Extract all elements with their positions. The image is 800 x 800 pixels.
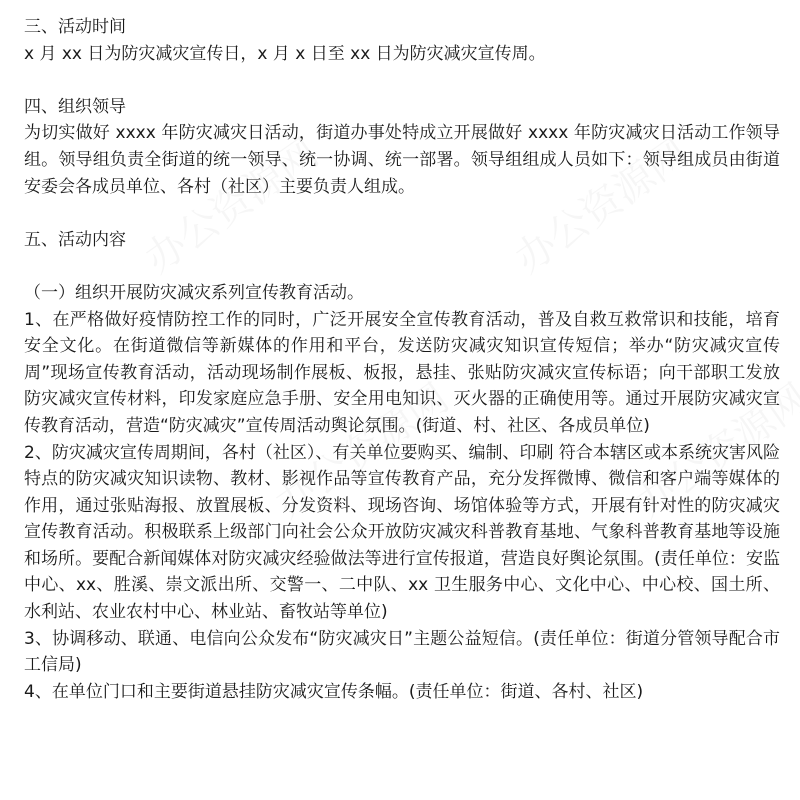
paragraph-gap — [24, 253, 780, 280]
subsection-heading: （一）组织开展防灾减灾系列宣传教育活动。 — [24, 282, 364, 303]
list-item: 1、在严格做好疫情防控工作的同时，广泛开展安全宣传教育活动，普及自救互救常识和技能，培育安全文化。在街道微信等新媒体的作用和平台，发送防灾减灾知识宣传短信；举办“防灾减灾宣传周”现场宣传教育活动，活动现场制作展板、板报，悬挂、张贴防灾减灾宣传标语；向干部职工发放防灾减灾宣传材料，印发家庭应急手册、安全用电知识、灭火器的正确使用等。通过开展防灾减灾宣传教育活动，营造“防灾减灾”宣传周活动舆论氛围。(街道、村、社区、各成员单位) — [24, 309, 780, 436]
section-paragraph-organization: 为切实做好 xxxx 年防灾减灾日活动，街道办事处特成立开展做好 xxxx 年防灾减灾日活动工作领导组。领导组负责全街道的统一领导、统一协调、统一部署。领导组组成人员如下：领导组成员由街道安委会各成员单位、各村（社区）主要负责人组成。 — [24, 123, 780, 197]
section-heading-organization: 四、组织领导 — [24, 96, 126, 117]
paragraph-gap — [24, 67, 780, 94]
section-heading-activity-time: 三、活动时间 — [24, 17, 126, 37]
document-body — [24, 14, 780, 705]
list-item: 2、防灾减灾宣传周期间，各村（社区）、有关单位要购买、编制、印刷 符合本辖区或本系统灾害风险特点的防灾减灾知识读物、教材、影视作品等宣传教育产品，充分发挥微博、微信和客户端等媒体的作用，通过张贴海报、放置展板、分发资料、现场咨询、场馆体验等方式，开展有针对性的防灾减灾宣传教育活动。积极联系上级部门向社会公众开放防灾减灾科普教育基地、气象科普教育基地等设施和场所。要配合新闻媒体对防灾减灾经验做法等进行宣传报道，营造良好舆论氛围。(责任单位：安监中心、xx、胜溪、崇文派出所、交警一、二中队、xx 卫生服务中心、文化中心、中心校、国土所、水利站、农业农村中心、林业站、畜牧站等单位) — [24, 442, 780, 623]
section-paragraph-activity-time: x 月 xx 日为防灾减灾宣传日，x 月 x 日至 xx 日为防灾减灾宣传周。 — [24, 43, 546, 64]
paragraph-gap — [24, 200, 780, 227]
list-item: 4、在单位门口和主要街道悬挂防灾减灾宣传条幅。(责任单位：街道、各村、社区) — [24, 681, 644, 702]
section-heading-activity-content: 五、活动内容 — [24, 229, 126, 250]
list-item: 3、协调移动、联通、电信向公众发布“防灾减灾日”主题公益短信。(责任单位：街道分管领导配合市工信局) — [24, 628, 780, 676]
